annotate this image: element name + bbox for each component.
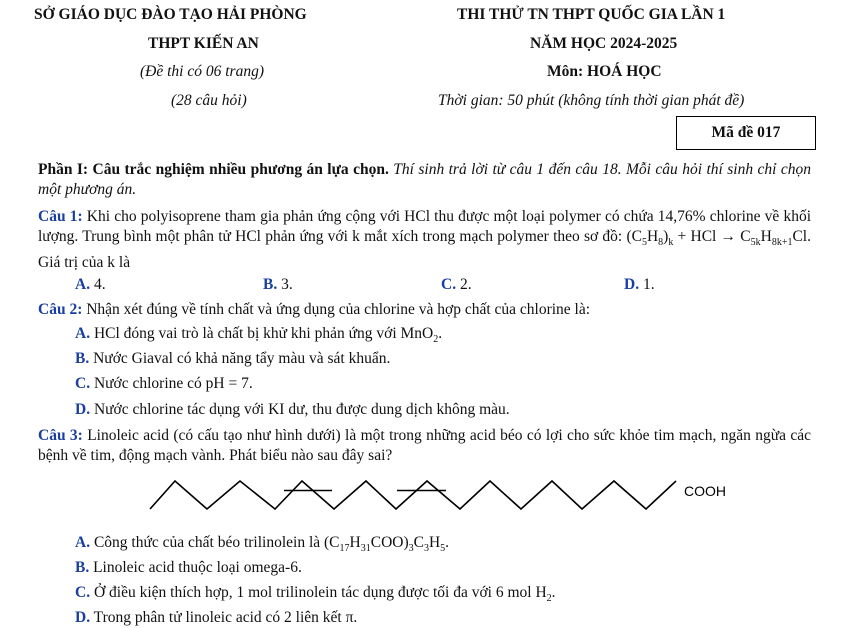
txt: . <box>438 325 443 342</box>
txt: + HCl → C <box>673 228 751 245</box>
option-text: 4. <box>90 276 106 293</box>
question-1-label: Câu 1: <box>38 208 83 225</box>
option-text: HCl đóng vai trò là chất bị khử khi phản ứng với MnO <box>90 325 434 342</box>
txt: ) <box>663 228 669 245</box>
exam-title: THI THỬ TN THPT QUỐC GIA LẦN 1 <box>457 6 726 23</box>
sub: 8 <box>658 237 664 249</box>
subject: Môn: HOÁ HỌC <box>547 63 662 80</box>
q3-option-b[interactable] <box>75 559 302 577</box>
option-label: A. <box>75 276 91 293</box>
sub: 31 <box>360 543 371 555</box>
sub: 2 <box>433 334 439 346</box>
school-year: NĂM HỌC 2024-2025 <box>530 35 678 52</box>
part1-title: Phần I: Câu trắc nghiệm nhiều phương án lựa chọn. <box>38 161 389 178</box>
option-label: C. <box>75 584 91 601</box>
question-3-text: Linoleic acid (có cấu tạo như hình dưới) là một trong những acid béo có lợi cho sức khỏe tim mạch, ngăn ngừa các bệnh về tim, động mạch vành. Phát biểu nào sau đây sai? <box>38 427 811 464</box>
sub: 8k+1 <box>771 237 793 249</box>
option-label: B. <box>75 350 90 367</box>
question-count: (28 câu hỏi) <box>171 92 247 109</box>
school-name: THPT KIẾN AN <box>148 35 259 52</box>
time-limit: Thời gian: 50 phút (không tính thời gian phát đề) <box>438 92 745 109</box>
option-text: Công thức của chất béo trilinolein là (C <box>90 534 340 551</box>
question-2-label: Câu 2: <box>38 301 83 318</box>
option-label: A. <box>75 534 91 551</box>
part1-instruction: Thí sinh trả lời từ câu 1 đến câu 18. Mỗi câu hỏi thí sinh chỉ chọn một phương án. <box>38 161 811 198</box>
option-label: D. <box>624 276 640 293</box>
txt: . <box>445 534 450 551</box>
carbon-chain <box>150 481 676 509</box>
option-text: Nước Giaval có khả năng tẩy màu và sát khuẩn. <box>89 350 391 367</box>
page-count: (Đề thi có 06 trang) <box>140 63 264 80</box>
txt: H <box>349 534 361 551</box>
option-text: 1. <box>639 276 655 293</box>
option-label: A. <box>75 325 91 342</box>
sub: 17 <box>339 543 350 555</box>
txt: Cl. Giá trị của k là <box>38 228 811 272</box>
txt: . <box>551 584 556 601</box>
option-label: C. <box>75 375 91 392</box>
txt: COO) <box>370 534 409 551</box>
option-text: Trong phân tử linoleic acid có 2 liên kết π. <box>90 609 358 626</box>
option-text: Nước chlorine tác dụng với KI dư, thu được dung dịch không màu. <box>90 401 510 418</box>
sub: 5 <box>641 237 647 249</box>
exam-code: Mã đề 017 <box>711 124 781 141</box>
option-label: D. <box>75 401 91 418</box>
question-2-text: Nhận xét đúng về tính chất và ứng dụng của chlorine và hợp chất của chlorine là: <box>82 301 591 318</box>
sub: 5k <box>750 237 761 249</box>
sub: 3 <box>423 543 429 555</box>
txt: H <box>646 228 659 245</box>
option-label: B. <box>75 559 90 576</box>
option-text: Ở điều kiện thích hợp, 1 mol trilinolein tác dụng được tối đa với 6 mol H <box>90 584 547 601</box>
sub: k <box>668 237 674 249</box>
option-text: Nước chlorine có pH = 7. <box>90 375 253 392</box>
option-label: B. <box>263 276 278 293</box>
txt: H <box>760 228 772 245</box>
q3-option-a[interactable] <box>75 534 449 554</box>
option-label: C. <box>441 276 457 293</box>
sub: 3 <box>408 543 414 555</box>
txt: H <box>428 534 441 551</box>
sub: 5 <box>440 543 446 555</box>
option-text: 3. <box>277 276 293 293</box>
sub: 2 <box>546 593 552 605</box>
q3-option-c[interactable] <box>75 584 556 604</box>
txt: C <box>413 534 424 551</box>
question-3-label: Câu 3: <box>38 427 83 444</box>
option-text: 2. <box>456 276 472 293</box>
q3-option-d[interactable] <box>75 609 357 627</box>
question-1-text: Khi cho polyisoprene tham gia phản ứng cộng với HCl thu được một loại polymer có chứa 14,76% chlorine về khối lượng. Trung bình một phân tử HCl phản ứng với k mắt xích trong mạch polymer theo sơ đồ: (C <box>38 208 812 245</box>
option-label: D. <box>75 609 91 626</box>
option-text: Linoleic acid thuộc loại omega-6. <box>89 559 302 576</box>
department-name: SỞ GIÁO DỤC ĐÀO TẠO HẢI PHÒNG <box>34 6 307 23</box>
cooh-label: COOH <box>684 483 726 499</box>
